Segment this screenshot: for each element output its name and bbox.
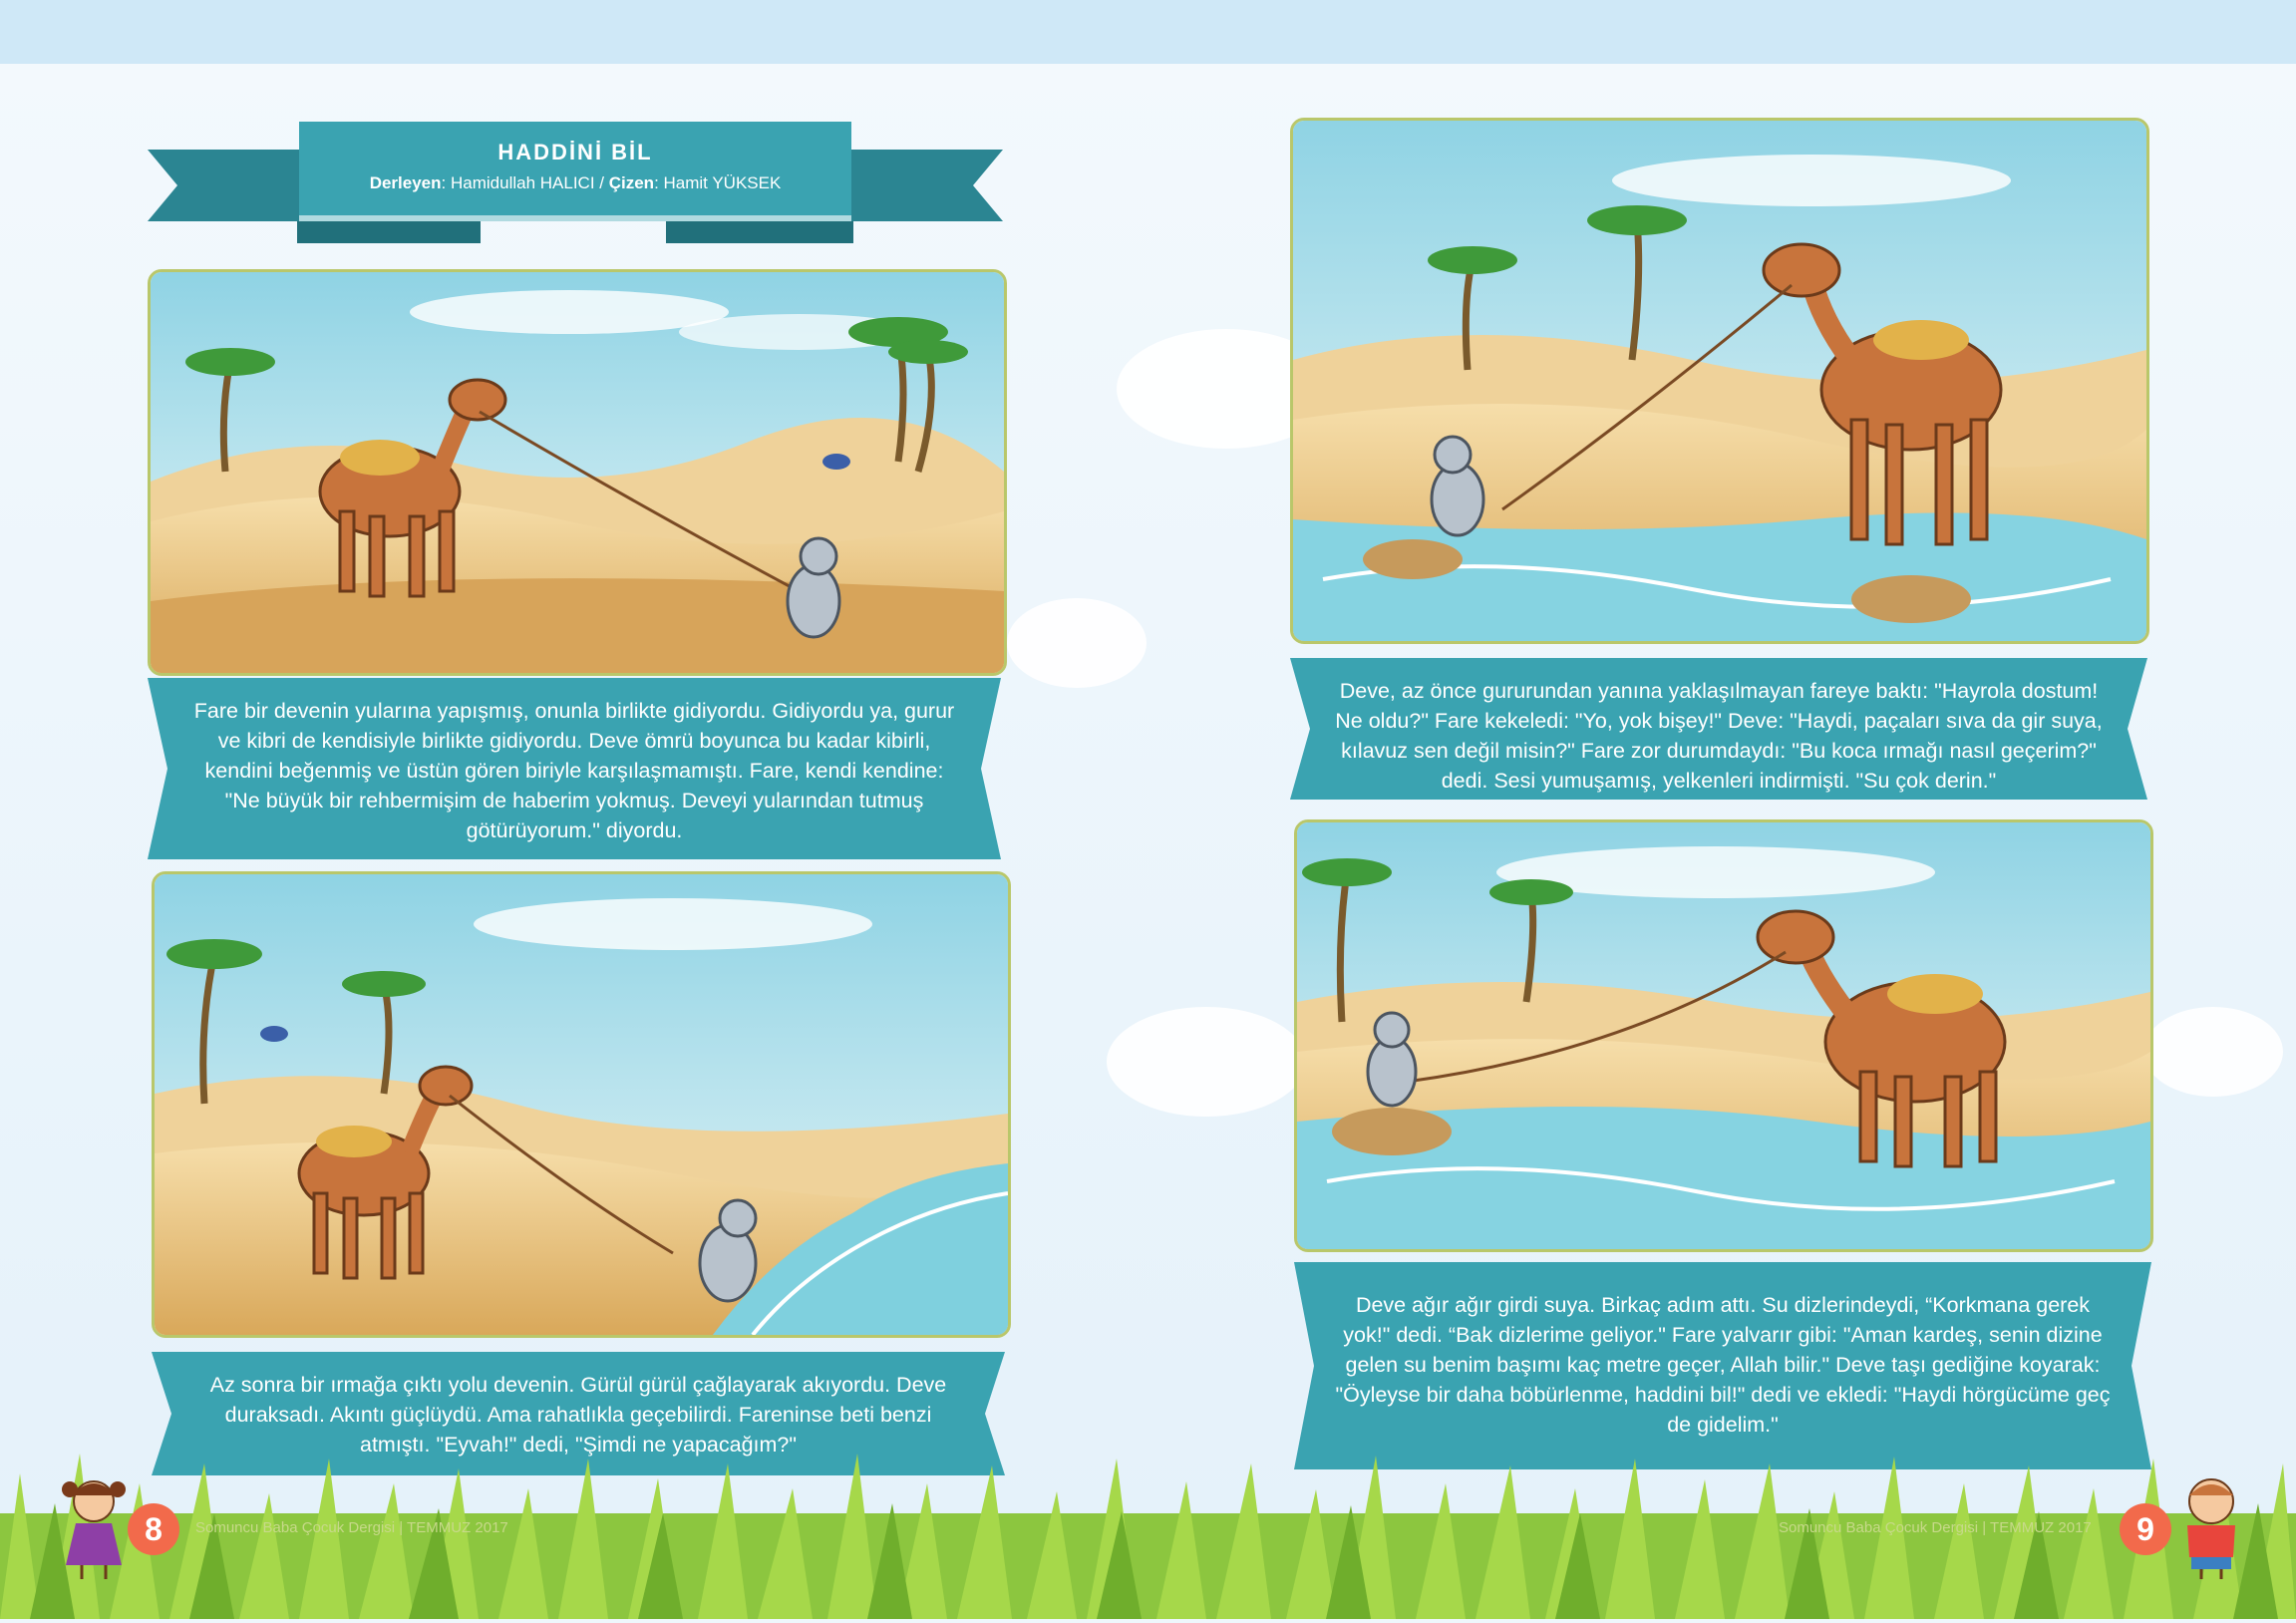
- caption-text-3: Deve, az önce gururundan yanına yaklaşılmayan fareye baktı: "Hayrola dostum! Ne oldu?" Fare kekeledi: "Yo, yok bişey!" Deve: "Haydi, paçaları sıva da gir suya, kılavuz sen değil misin?" Fare zor durumdaydı: "Bu koca ırmağı nasıl geçerim?" dedi. Sesi yumuşamış, yelkenleri indirmişti. "Su çok derin.": [1335, 679, 2103, 793]
- compiler-name: Hamidullah HALICI: [450, 173, 595, 192]
- credit-separator: /: [594, 173, 609, 192]
- title-ribbon: [148, 122, 1003, 247]
- footer-text-right: Somuncu Baba Çocuk Dergisi | TEMMUZ 2017: [1779, 1519, 2092, 1536]
- story-credits: Derleyen: Hamidullah HALICI / Çizen: Hamit YÜKSEK: [369, 173, 782, 192]
- caption-banner-1: [148, 678, 1001, 859]
- cloud: [2143, 1007, 2283, 1097]
- comic-panel-2: [152, 871, 1011, 1338]
- page-number-right: 9: [2120, 1503, 2171, 1555]
- compiler-label: Derleyen: [369, 173, 442, 192]
- caption-banner-3: [1290, 658, 2147, 800]
- boy-character-icon: [2173, 1471, 2249, 1581]
- girl-character-icon: [56, 1471, 132, 1581]
- caption-text-1: Fare bir devenin yularına yapışmış, onunla birlikte gidiyordu. Gidiyordu ya, gurur ve kibri de kendisiyle birlikte gidiyordu. Deve ömrü boyunca bu kadar kibirli, kendini beğenmiş ve üstün gören biriyle karşılaşmamıştı. Fare, kendi kendine: "Ne büyük bir rehbermişim de haberim yokmuş. Deveyi yularından tutmuş götürüyorum." diyordu.: [193, 699, 955, 842]
- illustrator-name: Hamit YÜKSEK: [663, 173, 782, 192]
- grass-footer: [0, 1454, 2296, 1619]
- story-title: HADDİNİ BİL: [497, 140, 653, 164]
- comic-panel-3: [1290, 118, 2149, 644]
- comic-panel-4: [1294, 819, 2153, 1252]
- caption-text-2: Az sonra bir ırmağa çıktı yolu devenin. Gürül gürül çağlayarak akıyordu. Deve duraksadı. Akıntı güçlüydü. Ama rahatlıkla geçebilirdi. Fareninse beti benzi atmıştı. "Eyvah!" dedi, "Şimdi ne yapacağım?": [209, 1373, 947, 1457]
- caption-banner-4: [1294, 1262, 2151, 1469]
- caption-text-4: Deve ağır ağır girdi suya. Birkaç adım attı. Su dizlerindeydi, “Korkmana gerek yok!" dedi. “Bak dizlerime geliyor." Fare yalvarır gibi: "Aman kardeş, senin dizine gelen su benim başımı kaç metre geçer, Allah bilir." Deve taşı gediğine koyarak: "Öyleyse bir daha böbürlenme, haddini bil!" dedi ve ekledi: "Haydi hörgücüme geç de gidelim.": [1335, 1293, 2111, 1437]
- cloud: [1107, 1007, 1306, 1117]
- cloud: [1007, 598, 1147, 688]
- top-band: [0, 0, 2296, 64]
- footer-text-left: Somuncu Baba Çocuk Dergisi | TEMMUZ 2017: [195, 1519, 508, 1536]
- illustrator-label: Çizen: [608, 173, 655, 192]
- page-number-left: 8: [128, 1503, 179, 1555]
- comic-panel-1: [148, 269, 1007, 676]
